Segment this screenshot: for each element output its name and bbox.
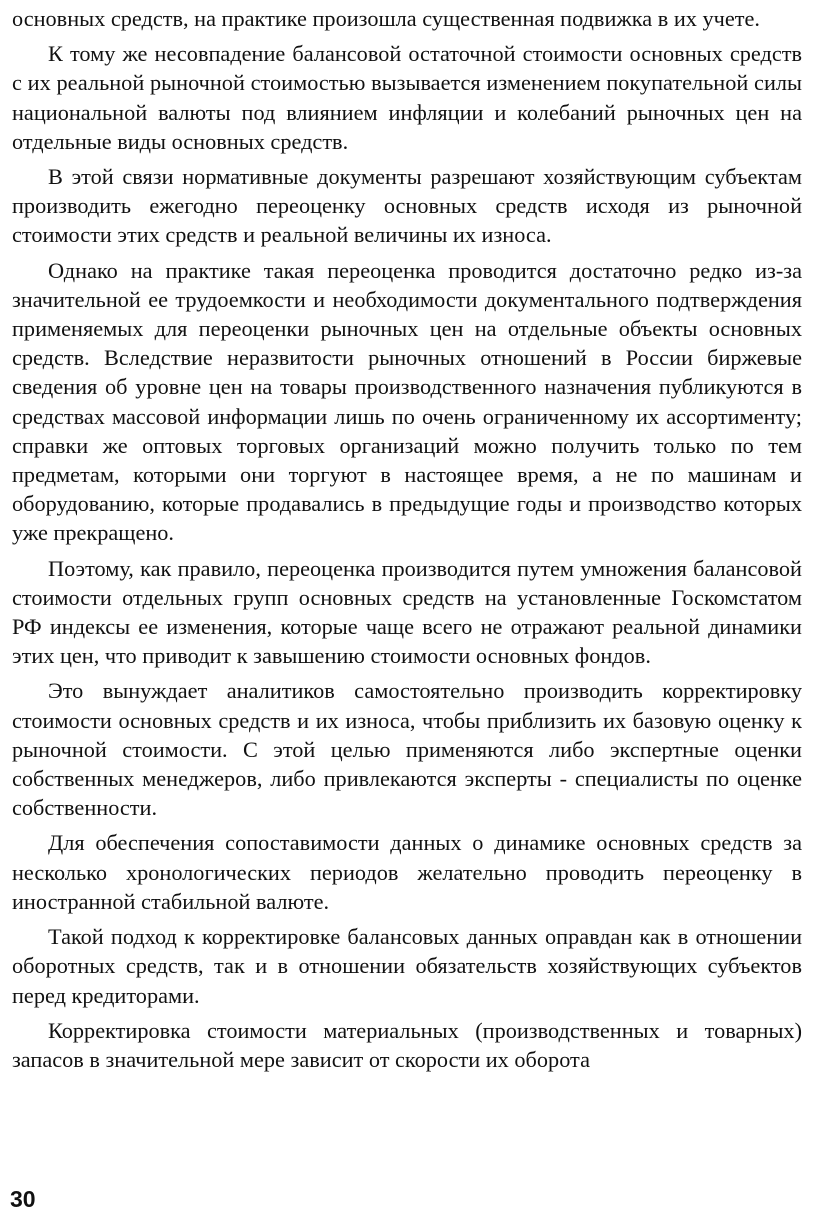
paragraph-4: Однако на практике такая переоценка проводится достаточно редко из-за значительной ее трудоемкости и необходимости документального подтверждения применяемых для переоценки рыночных цен на отдельные объекты основных средств. Вследствие неразвитости рыночных отношений в России биржевые сведения об уровне цен на товары производственного назначения публикуются в средствах массовой информации лишь по очень ограниченному их ассортименту; справки же оптовых торговых организаций можно получить только по тем предметам, которыми они торгуют в настоящее время, а не по машинам и оборудованию, которые продавались в предыдущие годы и производство которых уже прекращено. (12, 257, 802, 546)
paragraph-1: основных средств, на практике произошла существенная подвижка в их учете. (12, 6, 760, 31)
page-text (12, 4, 802, 1080)
paragraph-3: В этой связи нормативные документы разрешают хозяйствующим субъектам производить ежегодно переоценку основных средств исходя из рыночной стоимости этих средств и реальной величины их износа. (12, 164, 802, 248)
paragraph-7: Для обеспечения сопоставимости данных о динамике основных средств за несколько хронологических периодов желательно проводить переоценку в иностранной стабильной валюте. (12, 830, 802, 914)
paragraph-9: Корректировка стоимости материальных (производственных и товарных) запасов в значительной мере зависит от скорости их оборота (12, 1017, 802, 1072)
paragraph-8: Такой подход к корректировке балансовых данных оправдан как в отношении оборотных средств, так и в отношении обязательств хозяйствующих субъектов перед кредиторами. (12, 924, 802, 1008)
paragraph-2: К тому же несовпадение балансовой остаточной стоимости основных средств с их реальной рыночной стоимостью вызывается изменением покупательной силы национальной валюты под влиянием инфляции и колебаний рыночных цен на отдельные виды основных средств. (12, 41, 802, 154)
page-number: 30 (10, 1186, 36, 1212)
paragraph-6: Это вынуждает аналитиков самостоятельно производить корректировку стоимости основных средств и их износа, чтобы приблизить их базовую оценку к рыночной стоимости. С этой целью применяются либо экспертные оценки собственных менеджеров, либо привлекаются эксперты - специалисты по оценке собственности. (12, 678, 802, 821)
paragraph-5: Поэтому, как правило, переоценка производится путем умножения балансовой стоимости отдельных групп основных средств на установленные Госкомстатом РФ индексы ее изменения, которые чаще всего не отражают реальной динамики этих цен, что приводит к завышению стоимости основных фондов. (12, 555, 802, 669)
